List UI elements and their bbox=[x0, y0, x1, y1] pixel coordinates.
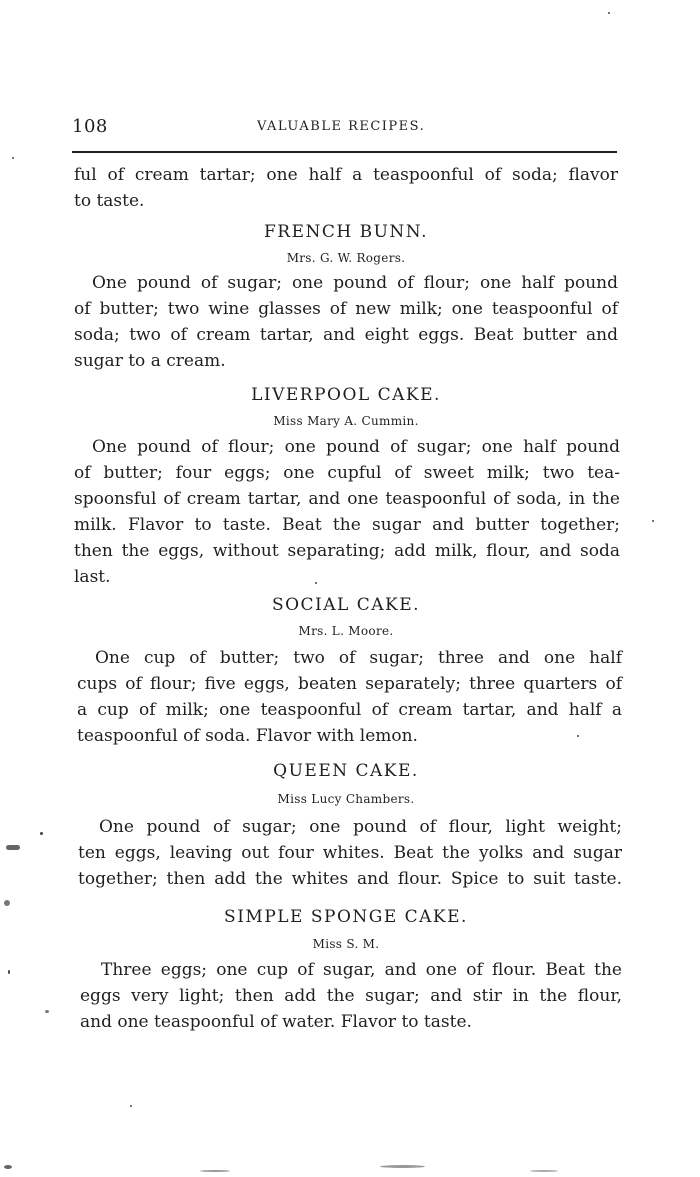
text-line: One pound of sugar; one pound of flour, light weight; bbox=[99, 817, 622, 837]
text-line: then the eggs, without separating; add milk, flour, and soda bbox=[74, 541, 620, 561]
recipe-author: Miss Mary A. Cummin. bbox=[273, 414, 419, 428]
continuation-paragraph bbox=[74, 162, 618, 214]
text-line: soda; two of cream tartar, and eight eggs. Beat butter and bbox=[74, 325, 618, 345]
speck bbox=[577, 735, 579, 737]
recipe-author: Miss Lucy Chambers. bbox=[277, 792, 415, 806]
recipe-title: FRENCH BUNN. bbox=[263, 222, 428, 242]
page-header bbox=[72, 116, 620, 140]
speck bbox=[4, 900, 10, 906]
speck bbox=[4, 1165, 12, 1169]
recipe-author: Mrs. G. W. Rogers. bbox=[286, 251, 406, 265]
speck bbox=[315, 582, 317, 584]
text-line: a cup of milk; one teaspoonful of cream tartar, and half a bbox=[77, 700, 622, 720]
text-line: of butter; four eggs; one cupful of sweet milk; two tea- bbox=[74, 463, 620, 483]
text-line: ful of cream tartar; one half a teaspoonful of soda; flavor bbox=[74, 165, 618, 185]
recipe-title: LIVERPOOL CAKE. bbox=[251, 385, 441, 405]
speck bbox=[8, 970, 10, 974]
recipe-body bbox=[74, 270, 618, 374]
speck bbox=[40, 832, 43, 835]
recipe-title: SIMPLE SPONGE CAKE. bbox=[224, 907, 468, 927]
text-line: spoonsful of cream tartar, and one teaspoonful of soda, in the bbox=[74, 489, 620, 509]
recipe-body bbox=[80, 957, 622, 1035]
speck bbox=[12, 157, 14, 159]
recipe-body bbox=[77, 645, 622, 749]
text-line: cups of flour; five eggs, beaten separately; three quarters of bbox=[77, 674, 622, 694]
recipe-body bbox=[74, 434, 620, 590]
text-line: to taste. bbox=[74, 191, 145, 211]
speck bbox=[130, 1105, 132, 1107]
text-line: and one teaspoonful of water. Flavor to taste. bbox=[80, 1012, 472, 1032]
speck bbox=[380, 1165, 425, 1168]
text-line: One pound of sugar; one pound of flour; one half pound bbox=[92, 273, 618, 293]
recipe-author: Miss S. M. bbox=[312, 937, 380, 951]
speck bbox=[530, 1170, 558, 1172]
recipe-body bbox=[78, 814, 622, 892]
text-line: ten eggs, leaving out four whites. Beat the yolks and sugar bbox=[78, 843, 622, 863]
speck bbox=[45, 1010, 49, 1013]
recipe-author: Mrs. L. Moore. bbox=[298, 624, 394, 638]
text-line: last. bbox=[74, 567, 111, 587]
text-line: sugar to a cream. bbox=[74, 351, 226, 371]
text-line: of butter; two wine glasses of new milk; one teaspoonful of bbox=[74, 299, 618, 319]
speck bbox=[652, 520, 654, 522]
recipe-title: QUEEN CAKE. bbox=[273, 761, 419, 781]
text-line: One pound of flour; one pound of sugar; one half pound bbox=[92, 437, 620, 457]
recipe-title: SOCIAL CAKE. bbox=[271, 595, 421, 615]
text-line: eggs very light; then add the sugar; and stir in the flour, bbox=[80, 986, 622, 1006]
text-line: teaspoonful of soda. Flavor with lemon. bbox=[77, 726, 418, 746]
speck bbox=[608, 12, 610, 14]
speck bbox=[6, 845, 20, 850]
speck bbox=[200, 1170, 230, 1172]
running-title: VALUABLE RECIPES. bbox=[257, 119, 426, 134]
header-rule bbox=[72, 151, 617, 153]
page-number: 108 bbox=[72, 116, 108, 137]
text-line: Three eggs; one cup of sugar, and one of flour. Beat the bbox=[101, 960, 622, 980]
text-line: One cup of butter; two of sugar; three and one half bbox=[95, 648, 622, 668]
text-line: together; then add the whites and flour. Spice to suit taste. bbox=[78, 869, 622, 889]
text-line: milk. Flavor to taste. Beat the sugar and butter together; bbox=[74, 515, 620, 535]
